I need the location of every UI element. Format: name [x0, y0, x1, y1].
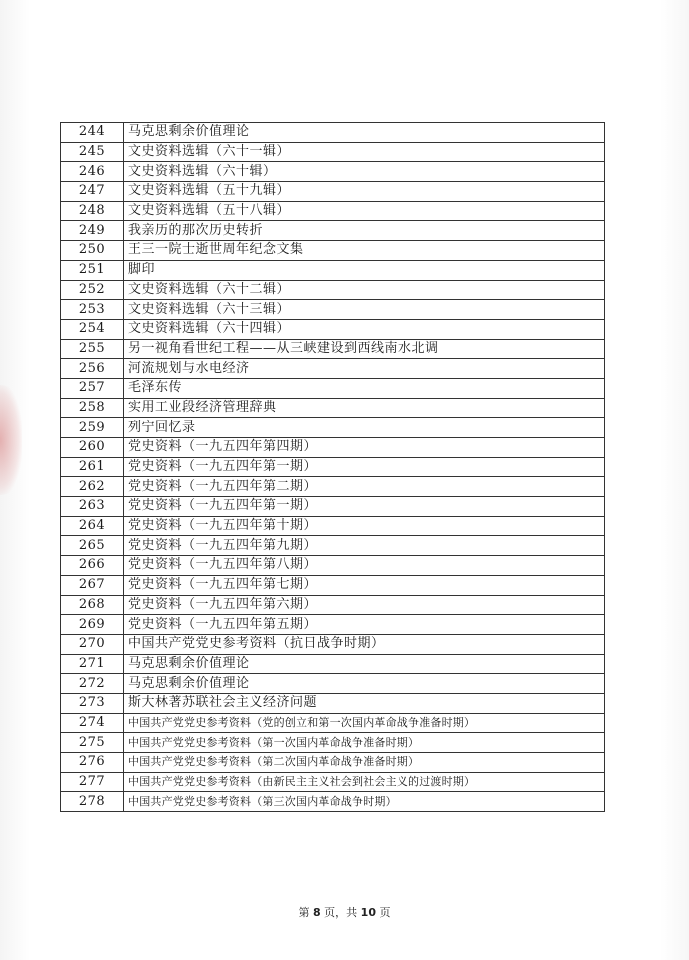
table-row [61, 615, 605, 635]
row-title: 中国共产党党史参考资料（第一次国内革命战争准备时期） [124, 733, 605, 753]
row-title: 另一视角看世纪工程——从三峡建设到西线南水北调 [124, 339, 605, 359]
row-title: 王三一院士逝世周年纪念文集 [124, 241, 605, 261]
row-number: 255 [61, 339, 124, 359]
page-footer [0, 904, 689, 920]
table-row [61, 438, 605, 458]
table-row [61, 201, 605, 221]
table-row [61, 280, 605, 300]
table-row [61, 477, 605, 497]
row-title: 马克思剩余价值理论 [124, 123, 605, 143]
table-row [61, 674, 605, 694]
row-number: 248 [61, 201, 124, 221]
row-title: 文史资料选辑（五十八辑） [124, 201, 605, 221]
row-number: 253 [61, 300, 124, 320]
row-title: 党史资料（一九五四年第六期） [124, 595, 605, 615]
row-title: 文史资料选辑（六十三辑） [124, 300, 605, 320]
row-number: 246 [61, 162, 124, 182]
row-title: 党史资料（一九五四年第一期） [124, 457, 605, 477]
row-number: 259 [61, 418, 124, 438]
table-row [61, 575, 605, 595]
row-number: 275 [61, 733, 124, 753]
row-title: 马克思剩余价值理论 [124, 674, 605, 694]
row-title: 我亲历的那次历史转折 [124, 221, 605, 241]
red-seal-mark [0, 385, 22, 495]
row-number: 277 [61, 772, 124, 792]
table-row [61, 713, 605, 733]
row-number: 268 [61, 595, 124, 615]
row-number: 264 [61, 516, 124, 536]
table-row [61, 556, 605, 576]
row-title: 文史资料选辑（六十二辑） [124, 280, 605, 300]
table-body [61, 123, 605, 812]
row-number: 278 [61, 792, 124, 812]
row-number: 244 [61, 123, 124, 143]
row-number: 269 [61, 615, 124, 635]
row-title: 中国共产党党史参考资料（抗日战争时期） [124, 634, 605, 654]
table-row [61, 516, 605, 536]
footer-middle: 页，共 [324, 906, 358, 919]
row-number: 265 [61, 536, 124, 556]
row-number: 266 [61, 556, 124, 576]
row-title: 脚印 [124, 260, 605, 280]
row-title: 党史资料（一九五四年第八期） [124, 556, 605, 576]
row-number: 273 [61, 693, 124, 713]
row-title: 文史资料选辑（五十九辑） [124, 182, 605, 202]
table-row [61, 497, 605, 517]
row-title: 斯大林著苏联社会主义经济问题 [124, 693, 605, 713]
row-number: 250 [61, 241, 124, 261]
row-number: 261 [61, 457, 124, 477]
row-title: 马克思剩余价值理论 [124, 654, 605, 674]
table-row [61, 693, 605, 713]
table-row [61, 359, 605, 379]
book-list-table [60, 122, 605, 812]
row-number: 252 [61, 280, 124, 300]
row-title: 党史资料（一九五四年第二期） [124, 477, 605, 497]
row-number: 271 [61, 654, 124, 674]
table-row [61, 654, 605, 674]
footer-suffix: 页 [379, 906, 391, 919]
row-title: 毛泽东传 [124, 378, 605, 398]
row-number: 272 [61, 674, 124, 694]
row-title: 党史资料（一九五四年第一期） [124, 497, 605, 517]
table-row [61, 398, 605, 418]
table-row [61, 241, 605, 261]
row-title: 文史资料选辑（六十四辑） [124, 319, 605, 339]
row-title: 中国共产党党史参考资料（由新民主主义社会到社会主义的过渡时期） [124, 772, 605, 792]
row-number: 262 [61, 477, 124, 497]
row-title: 党史资料（一九五四年第五期） [124, 615, 605, 635]
row-title: 实用工业段经济管理辞典 [124, 398, 605, 418]
row-number: 257 [61, 378, 124, 398]
table-row [61, 319, 605, 339]
table-row [61, 418, 605, 438]
table-row [61, 260, 605, 280]
row-number: 254 [61, 319, 124, 339]
row-number: 267 [61, 575, 124, 595]
row-number: 245 [61, 142, 124, 162]
table-row [61, 300, 605, 320]
row-title: 中国共产党党史参考资料（第二次国内革命战争准备时期） [124, 753, 605, 773]
table-row [61, 378, 605, 398]
table-row [61, 753, 605, 773]
table-row [61, 792, 605, 812]
table-row [61, 733, 605, 753]
table-row [61, 595, 605, 615]
row-title: 党史资料（一九五四年第七期） [124, 575, 605, 595]
table-row [61, 221, 605, 241]
row-title: 党史资料（一九五四年第九期） [124, 536, 605, 556]
row-number: 249 [61, 221, 124, 241]
footer-total-pages: 10 [360, 906, 376, 919]
row-number: 263 [61, 497, 124, 517]
row-title: 中国共产党党史参考资料（党的创立和第一次国内革命战争准备时期） [124, 713, 605, 733]
table-row [61, 772, 605, 792]
row-number: 247 [61, 182, 124, 202]
row-number: 256 [61, 359, 124, 379]
table-row [61, 339, 605, 359]
row-title: 河流规划与水电经济 [124, 359, 605, 379]
table-row [61, 123, 605, 143]
row-title: 党史资料（一九五四年第十期） [124, 516, 605, 536]
table-row [61, 182, 605, 202]
table-row [61, 536, 605, 556]
row-title: 党史资料（一九五四年第四期） [124, 438, 605, 458]
table-row [61, 457, 605, 477]
footer-page-number: 8 [313, 906, 321, 919]
row-number: 276 [61, 753, 124, 773]
row-number: 270 [61, 634, 124, 654]
row-number: 258 [61, 398, 124, 418]
table-row [61, 162, 605, 182]
table-row [61, 634, 605, 654]
row-number: 251 [61, 260, 124, 280]
row-title: 文史资料选辑（六十辑） [124, 162, 605, 182]
footer-prefix: 第 [298, 906, 310, 919]
row-title: 列宁回忆录 [124, 418, 605, 438]
table-row [61, 142, 605, 162]
row-title: 中国共产党党史参考资料（第三次国内革命战争时期） [124, 792, 605, 812]
row-title: 文史资料选辑（六十一辑） [124, 142, 605, 162]
row-number: 260 [61, 438, 124, 458]
row-number: 274 [61, 713, 124, 733]
